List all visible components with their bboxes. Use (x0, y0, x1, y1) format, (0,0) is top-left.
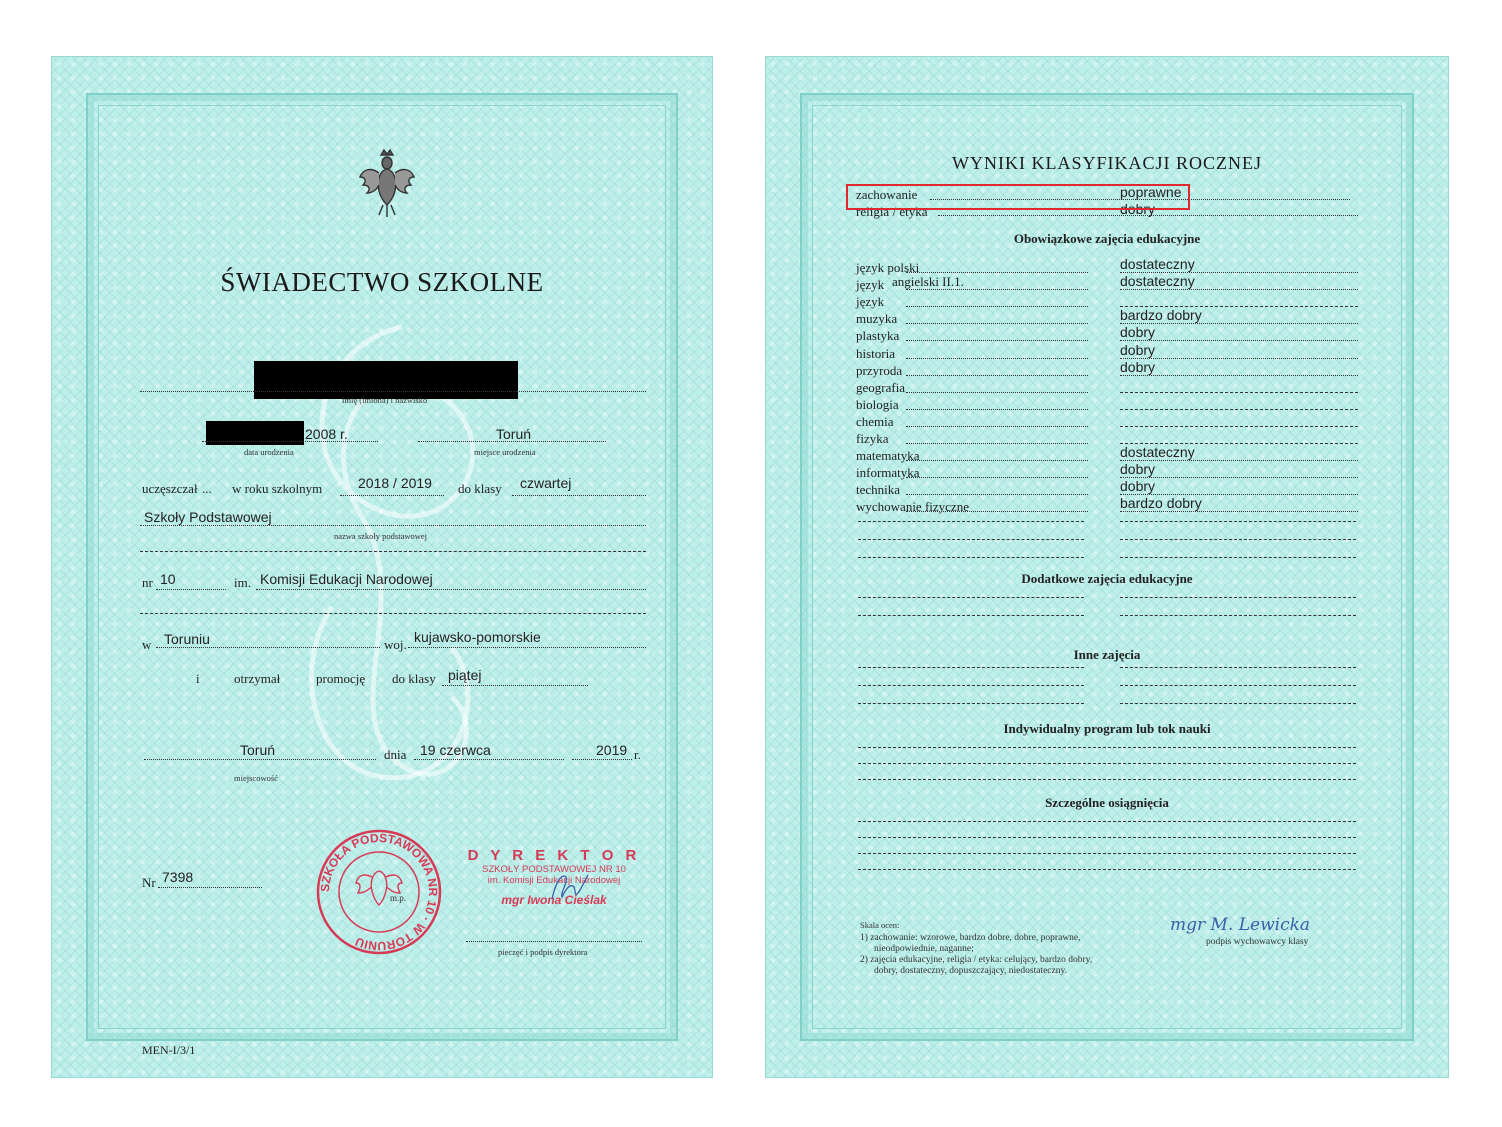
scale-line-2b: dobry, dostateczny, dopuszczający, niedostateczny. (874, 966, 1067, 976)
round-stamp-inner: m.p. (390, 893, 407, 903)
director-line-2: im. Komisji Edukacji Narodowej (487, 875, 621, 886)
director-title: D Y R E K T O R (467, 847, 641, 864)
form-code: MEN-I/3/1 (142, 1043, 196, 1057)
subject-name: język (856, 294, 885, 309)
birth-place-caption: miejsce urodzenia (474, 447, 536, 457)
promotion-promocje: promocję (316, 671, 366, 686)
achievements-heading: Szczególne osiągnięcia (1045, 795, 1169, 810)
subject-name: historia (856, 346, 895, 361)
school-round-stamp (314, 827, 444, 957)
issue-place: Toruń (240, 742, 276, 758)
subject-grade: dostateczny (1120, 256, 1195, 272)
scale-line-2: 2) zajęcia edukacyjne, religia / etyka: celujący, bardzo dobry, (860, 955, 1093, 965)
certificate-front-page (52, 57, 712, 1077)
scale-title: Skala ocen: (860, 920, 900, 930)
w-label: w (142, 637, 152, 652)
certificate-results-page (766, 57, 1448, 1077)
polish-eagle-emblem-icon (357, 147, 417, 219)
behavior-subject: zachowanie (856, 187, 918, 202)
subject-name: biologia (856, 397, 899, 412)
woj-label: woj. (384, 637, 407, 652)
additional-heading: Dodatkowe zajęcia edukacyjne (1021, 571, 1193, 586)
subject-name: wychowanie fizyczne (856, 499, 969, 514)
results-title: WYNIKI KLASYFIKACJI ROCZNEJ (952, 153, 1262, 173)
subject-name: technika (856, 482, 901, 497)
class-label: do klasy (458, 481, 502, 496)
scale-line-1: 1) zachowanie: wzorowe, bardzo dobre, dobre, poprawne, (860, 933, 1081, 943)
subject-name: fizyka (856, 431, 889, 446)
birth-place: Toruń (496, 426, 532, 442)
promotion-do-klasy: do klasy (392, 671, 436, 686)
subject-name: muzyka (856, 311, 898, 326)
religion-subject: religia / etyka (856, 204, 928, 219)
city: Toruniu (164, 631, 210, 647)
mandatory-heading: Obowiązkowe zajęcia edukacyjne (1013, 231, 1201, 246)
subject-grade: dobry (1120, 478, 1156, 494)
teacher-caption: podpis wychowawcy klasy (1206, 937, 1309, 947)
director-signature-icon (548, 869, 592, 905)
issue-date: 19 czerwca (420, 742, 491, 758)
subject-grade: bardzo dobry (1120, 307, 1202, 323)
individual-heading: Indywidualny program lub tok nauki (1003, 721, 1211, 736)
director-line-1: SZKOŁY PODSTAWOWEJ NR 10 (482, 864, 626, 875)
voivodeship: kujawsko-pomorskie (414, 629, 541, 645)
school-name-caption: nazwa szkoły podstawowej (334, 531, 428, 541)
promotion-otrzymal: otrzymał (234, 671, 281, 686)
round-stamp-text: SZKOŁA PODSTAWOWA NR 10 · W TORUNIU (317, 830, 441, 954)
subject-name: chemia (856, 414, 894, 429)
other-heading: Inne zajęcia (1073, 647, 1141, 662)
redacted-name (254, 361, 518, 399)
birth-date-caption: data urodzenia (244, 447, 294, 457)
subject-grade: dobry (1120, 461, 1156, 477)
subject-grade: bardzo dobry (1120, 495, 1202, 511)
subject-grade: dostateczny (1120, 273, 1195, 289)
school-year: 2018 / 2019 (358, 475, 432, 491)
scale-line-1b: nieodpowiednie, naganne; (874, 944, 974, 954)
school-name: Szkoły Podstawowej (144, 509, 272, 525)
issue-year: 2019 (596, 742, 628, 758)
attended-suffix: ... (202, 481, 212, 496)
subject-grade: dostateczny (1120, 444, 1195, 460)
language-name: angielski II.1. (892, 274, 964, 289)
highlight-box (846, 184, 1190, 210)
subject-name: plastyka (856, 328, 900, 343)
subject-name: przyroda (856, 363, 903, 378)
subject-name: język (856, 277, 885, 292)
year-suffix: r. (634, 747, 641, 762)
director-name: mgr Iwona Cieślak (501, 893, 607, 907)
attended-label: uczęszczał (142, 481, 198, 496)
nr-label: nr (142, 575, 153, 590)
subject-name: geografia (856, 380, 906, 395)
name-caption: imię (imiona) i nazwisko (342, 395, 428, 405)
school-patron: Komisji Edukacji Narodowej (260, 571, 433, 587)
subject-name: matematyka (856, 448, 920, 463)
place-caption: miejscowość (234, 773, 278, 783)
certificate-number: 7398 (162, 869, 194, 885)
subject-name: język polski (856, 260, 920, 275)
school-number: 10 (160, 571, 176, 587)
subject-grade: dobry (1120, 342, 1156, 358)
behavior-grade: poprawne (1120, 184, 1182, 200)
dnia-label: dnia (384, 747, 407, 762)
cert-nr-label: Nr (142, 875, 156, 890)
school-year-label: w roku szkolnym (232, 481, 323, 496)
religion-grade: dobry (1120, 201, 1156, 217)
document-title: ŚWIADECTWO SZKOLNE (220, 267, 544, 297)
teacher-signature: mgr M. Lewicka (1170, 915, 1311, 935)
class-value: czwartej (520, 475, 572, 491)
subject-name: informatyka (856, 465, 920, 480)
subject-grade: dobry (1120, 324, 1156, 340)
im-label: im. (234, 575, 251, 590)
next-class: piątej (448, 667, 482, 683)
birth-date: 2008 r. (305, 426, 348, 442)
subject-grade: dobry (1120, 359, 1156, 375)
director-caption: pieczęć i podpis dyrektora (498, 947, 588, 957)
promotion-i: i (196, 671, 200, 686)
